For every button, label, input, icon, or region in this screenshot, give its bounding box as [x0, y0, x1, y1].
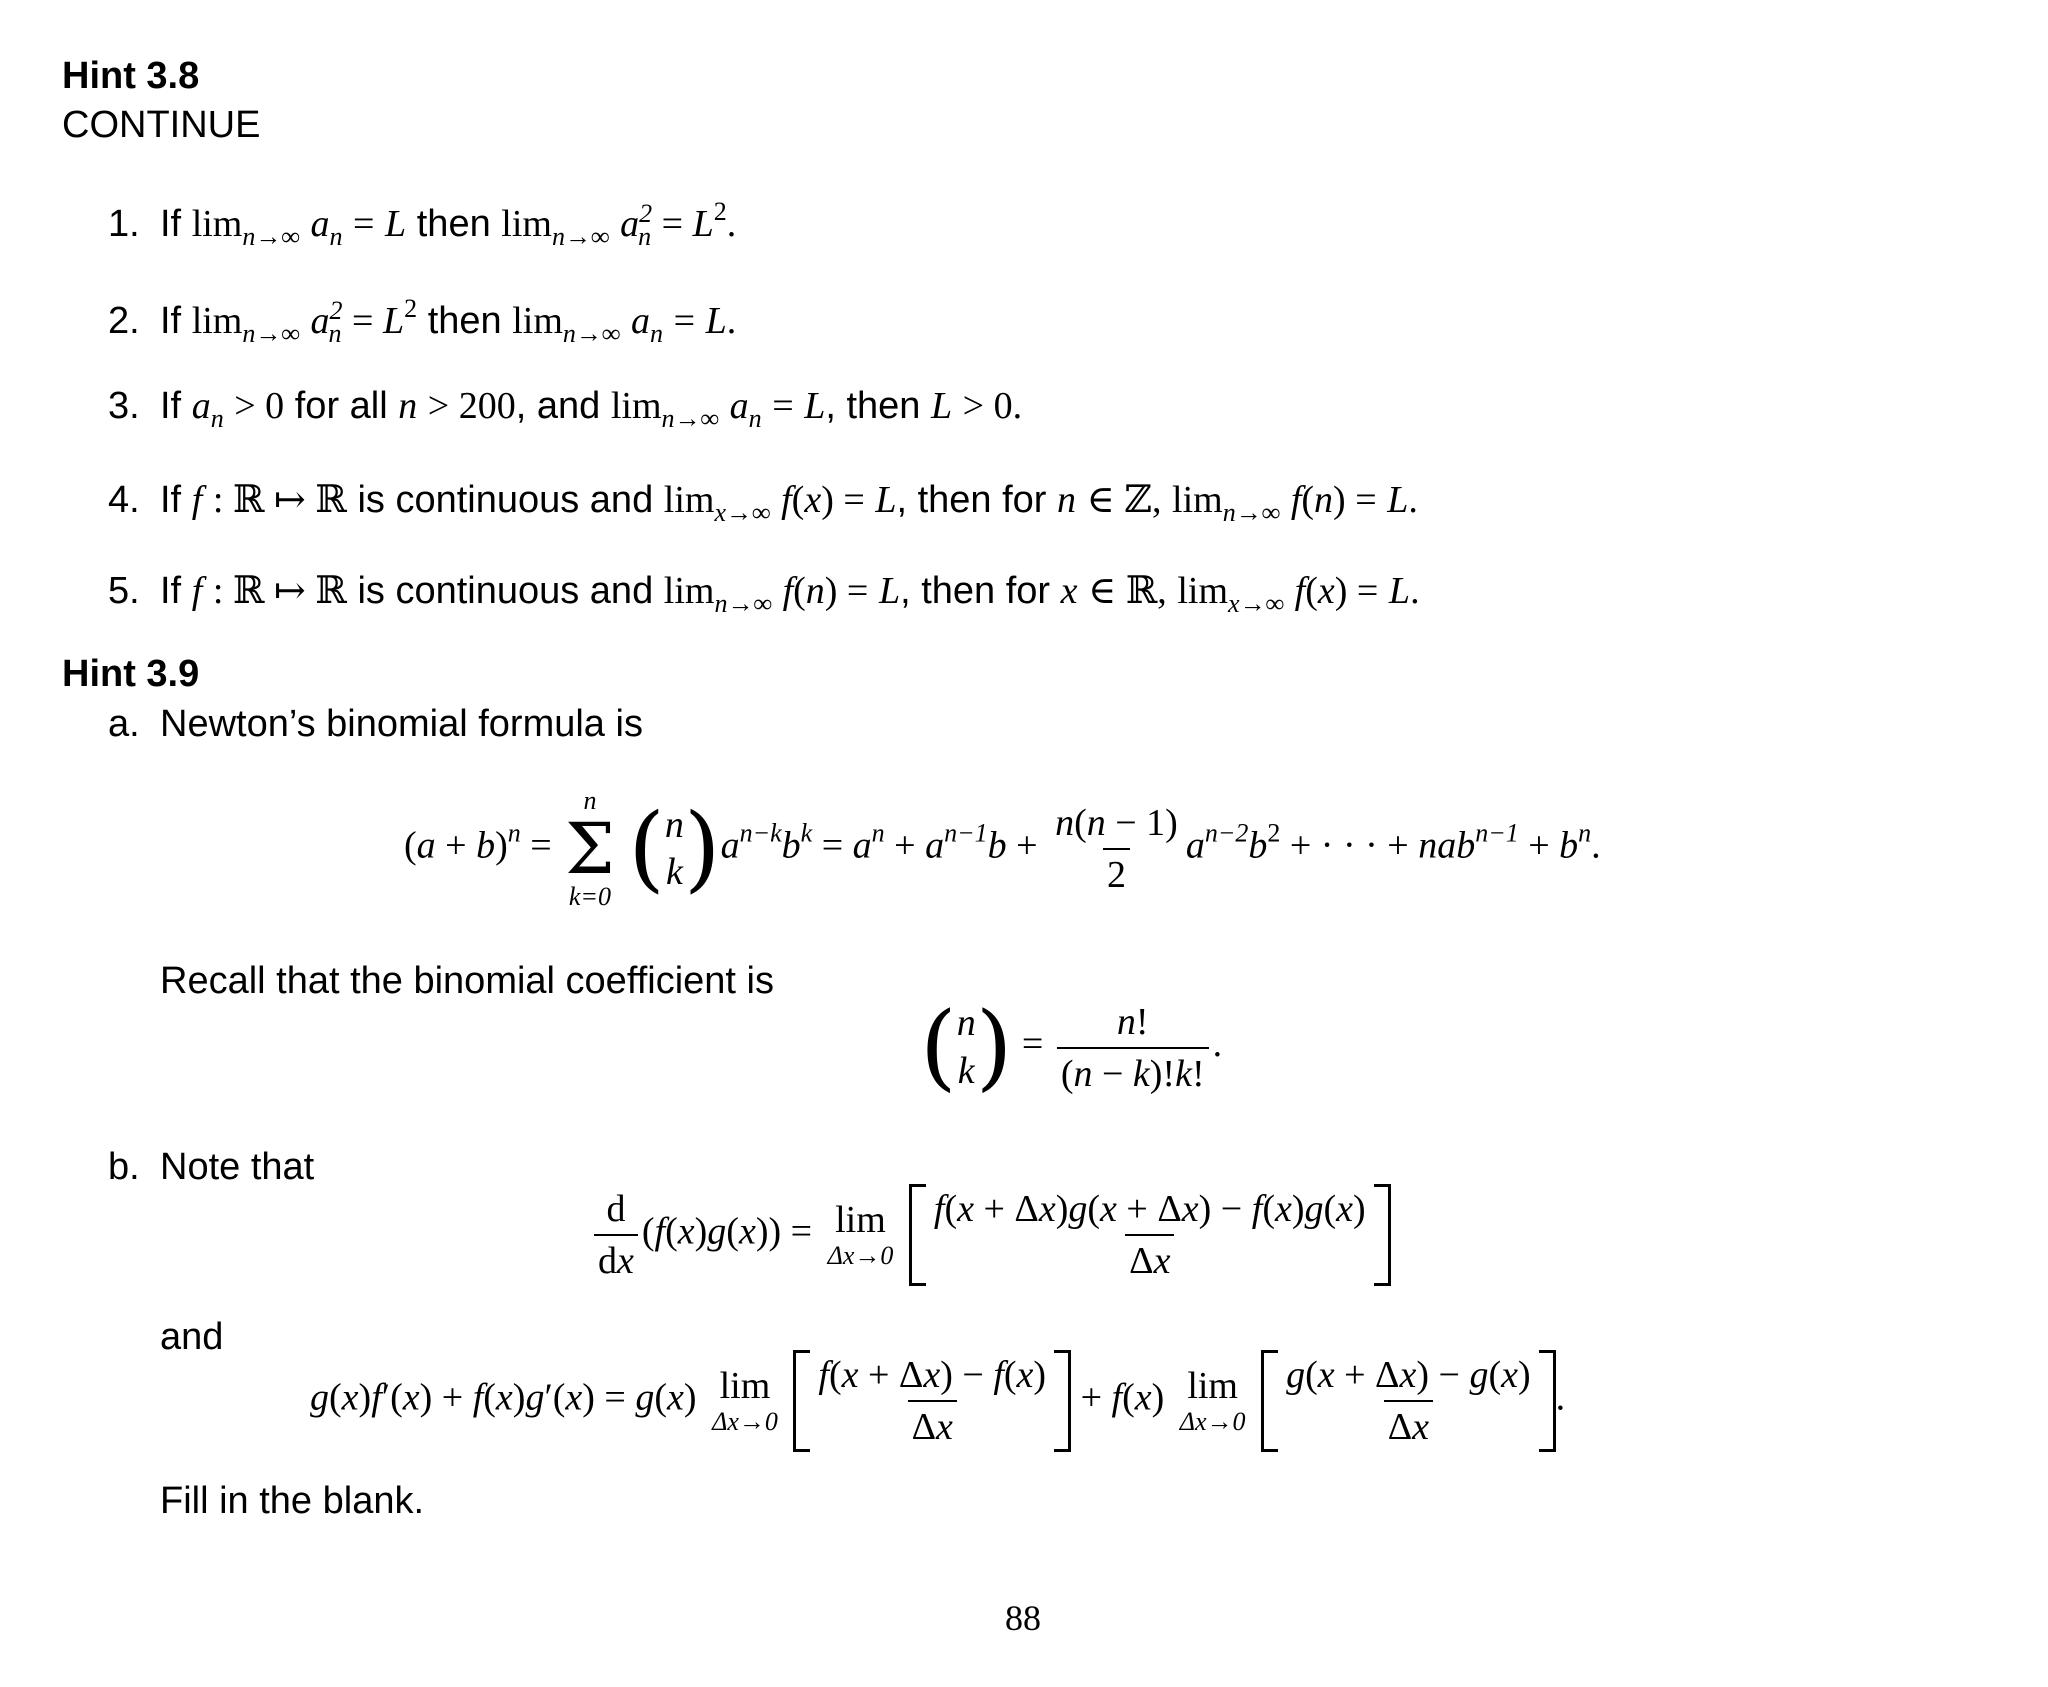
list-item-2: 2. If $\lim_{n\to\infty} a^2_n = L^2$ then $\lim_{n\to\infty} a_n = L$.: [108, 294, 737, 348]
part-a: a. Newton’s binomial formula is: [108, 703, 643, 745]
part-b: b. Note that: [108, 1146, 315, 1188]
binomial-coefficient: ( n k ) = $\frac{n!}{(n - k)!k!}$ .: [920, 992, 1223, 1102]
and-text: and: [160, 1316, 224, 1358]
product-rule-expansion: g(x)f′(x) + f(x)g′(x) = g(x) lim Δx→0 $\frac{f(x + \Delta x) - f(x)}{\Delta x}$ + f(x) lim Δx→0 $\frac{g(x + \Delta x) - g(x)}{\Delta x}$ .: [310, 1350, 1565, 1452]
summation: n Σ k=0: [565, 786, 615, 911]
hint-3-9-title: Hint 3.9: [62, 653, 200, 695]
list-item-1: 1. If $\lim_{n\to\infty} a_n = L$ then $\lim_{n\to\infty} a^2_n = L^2$.: [108, 197, 737, 251]
recall-text: Recall that the binomial coefficient is: [160, 960, 774, 1002]
list-item-3: 3. If $a_n > 0$ for all n > 200, and $\lim_{n\to\infty} a_n = L$, then L > 0.: [108, 385, 1023, 433]
hint-3-8-subtitle: CONTINUE: [62, 104, 261, 146]
product-derivative: $\frac{d}{dx}$ (f(x)g(x)) = lim Δx→0 $\frac{f(x + \Delta x)g(x + \Delta x) - f(x)g(x)}{\Delta x}$: [590, 1184, 1391, 1286]
list-item-5: 5. If f : ℝ ↦ ℝ is continuous and $\lim_{n\to\infty} f(n) = L$, then for x ∈ ℝ, $\lim_{x\to\infty} f(x) = L$.: [108, 570, 1420, 618]
hint-3-8-title: Hint 3.8: [62, 55, 200, 97]
list-item-4: 4. If f : ℝ ↦ ℝ is continuous and $\lim_{x\to\infty} f(x) = L$, then for n ∈ ℤ, $\lim_{n\to\infty} f(n) = L$.: [108, 479, 1418, 527]
fill-in-text: Fill in the blank.: [160, 1480, 425, 1522]
page-number: 88: [1005, 1598, 1041, 1638]
binomial-formula: $(a + b)^n$ = n Σ k=0 ( n k )$a^{n-k}b^k = a^n + a^{n-1}b$ + $\frac{n(n - 1)}{2}$ $a^{n-2}b^2$ + · · · + $nab^{n-1} + b^n$.: [404, 786, 1601, 911]
